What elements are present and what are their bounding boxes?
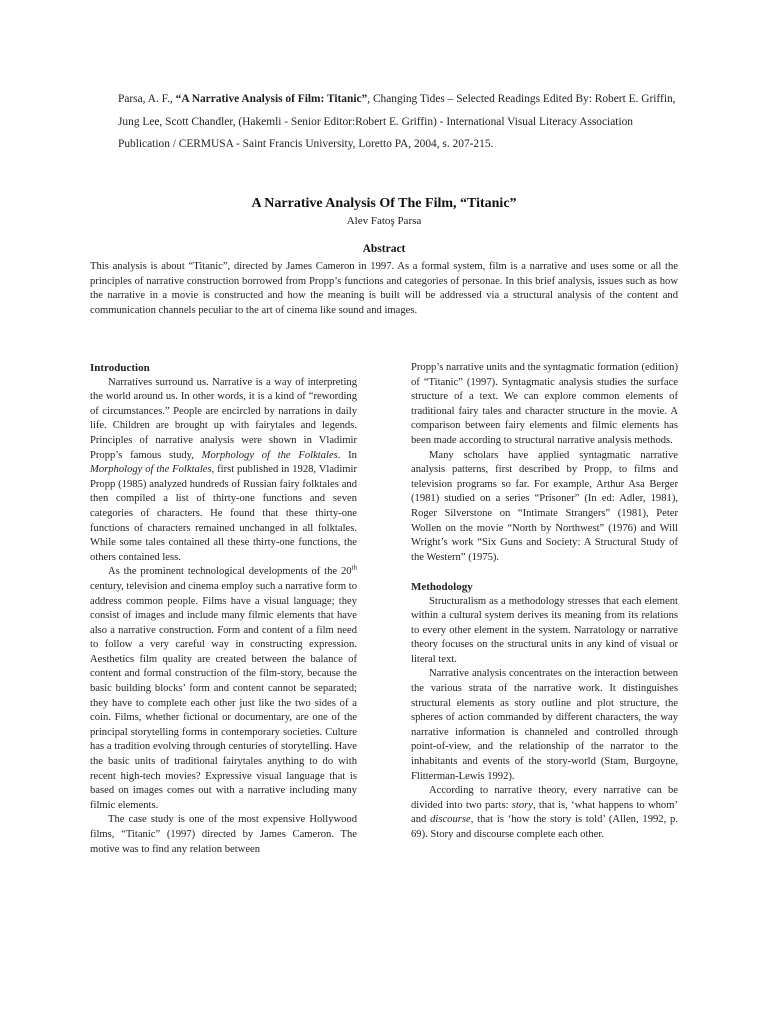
method-p3-text-c: , that is ‘how the story is told’ (Allen, 1992, p. 69). Story and discourse complete each other. bbox=[411, 814, 678, 840]
intro-p1-italic-2: Morphology of the Folktales bbox=[90, 464, 212, 476]
method-p3-italic-2: discourse bbox=[430, 814, 471, 826]
section-gap bbox=[411, 565, 678, 580]
intro-p1-text-c: , first published in 1928, Vladimir Propp (1985) analyzed hundreds of Russian fairy folktales and then compiled a list of thirty-one functions and seven categories of characters. He found that these thirty-one functions of characters remained unchanged in all folktales. While some tales contained all these thirty-one functions, the others contained less. bbox=[90, 464, 357, 563]
methodology-paragraph-3 bbox=[411, 784, 678, 842]
intro-p2-superscript: th bbox=[351, 563, 357, 572]
citation-prefix: Parsa, A. F., bbox=[118, 93, 176, 105]
right-column bbox=[411, 361, 678, 843]
method-p3-italic-1: story bbox=[511, 799, 533, 811]
intro-p2-text-b: century, television and cinema employ such a narrative form to address common people. Films have a visual language; they consist of images and include many filmic elements that have also a narrative construction. Form and content of a film need to follow a very careful way in constructing expression. Aesthetics film quality are created between the balance of content and formal construction of the film-story, because the basic building blocks’ form and content cannot be separated; they have to complete each other just like the two sides of a coin. Films, whether fictional or documentary, are one of the principal storytelling forms in contemporary societies. Culture has a tradition evolving through centuries of storytelling. Have the basic units of traditional fairytales anything to do with recent high-tech movies? Expressive visual language that is based on images comes out with a narrative including many filmic elements. bbox=[90, 580, 358, 811]
abstract-body: This analysis is about “Titanic”, directed by James Cameron in 1997. As a formal system, film is a narrative and uses some or all the principles of narrative construction borrowed from Propp’s functions and categories of personae. In this brief analysis, issues such as how the narrative in a movie is constructed and how the meaning is built will be addressed via a structural analysis of the content and communication channels peculiar to the art of cinema like sound and images. bbox=[90, 261, 678, 316]
introduction-paragraph-1 bbox=[90, 376, 357, 566]
abstract-heading: Abstract bbox=[362, 243, 406, 255]
introduction-paragraph-3: The case study is one of the most expensive Hollywood films, “Titanic” (1997) directed by James Cameron. The motive was to find any relation between bbox=[90, 814, 357, 855]
citation bbox=[118, 88, 678, 156]
right-paragraph-2: Many scholars have applied syntagmatic narrative analysis patterns, first described by Propp, to films and television programs so far. For example, Arthur Asa Berger (1981) studied on a series “Prisoner” (In ed: Adler, 1981), Roger Silverstone on “Intimate Strangers” (1981), Peter Wollen on the movie “North by Northwest” (1976) and Will Wright’s work “Six Guns and Society: A Structural Study of the Western” (1975). bbox=[411, 449, 678, 563]
methodology-paragraph-1: Structuralism as a methodology stresses that each element within a cultural system derives its meaning from its relations to every other element in the system. Narratology or narrative theory focuses on the structural units in any kind of visual or literal text. bbox=[411, 595, 678, 665]
intro-p2-text-a: As the prominent technological developments of the 20 bbox=[108, 566, 352, 578]
methodology-paragraph-2: Narrative analysis concentrates on the interaction between the various strata of the narrative work. It distinguishes structural elements as story outline and plot structure, the spheres of action commanded by different characters, the way narrative information is channeled and controlled through point-of-view, and the relationship of the narrator to the inhabitants and events of the story-world (Stam, Burgoyne, Flitterman-Lewis 1992). bbox=[411, 668, 678, 782]
citation-title: “A Narrative Analysis of Film: Titanic” bbox=[175, 93, 368, 105]
citation-rest: , Changing Tides – Selected Readings Edited By: Robert E. Griffin, Jung Lee, Scott Chandler, (Hakemli - Senior Editor:Robert E. Griffin) - International Visual Literacy Association Publication / CERMUSA - Saint Francis University, Loretto PA, 2004, s. 207-215. bbox=[118, 93, 676, 150]
intro-p1-text-b: . In bbox=[337, 449, 357, 461]
method-p3-text-b: , that is, ‘what happens to whom’ and bbox=[411, 799, 678, 826]
left-column bbox=[90, 361, 357, 857]
intro-p1-italic-1: Morphology of the Folktales bbox=[201, 449, 338, 461]
intro-p1-text-a: Narratives surround us. Narrative is a way of interpreting the world around us. In other words, it is a kind of “rewording of circumstances.” People are encircled by narrations in daily life. Children are brought up with fairytales and legends. Principles of narrative analysis were shown in Vladimir Propp’s famous study, bbox=[90, 376, 357, 461]
introduction-heading: Introduction bbox=[90, 362, 150, 374]
introduction-paragraph-2 bbox=[90, 565, 357, 813]
paper-author: Alev Fatoş Parsa bbox=[346, 215, 422, 227]
paper-title: A Narrative Analysis Of The Film, “Titanic” bbox=[251, 196, 517, 211]
method-p3-text-a: According to narrative theory, every narrative can be divided into two parts: bbox=[411, 785, 678, 811]
methodology-heading: Methodology bbox=[411, 580, 473, 593]
right-paragraph-1: Propp’s narrative units and the syntagmatic formation (edition) of “Titanic” (1997). Syntagmatic analysis studies the surface structure of a text. We can explore common elements of traditional fairy tales and character structure in the movie. A comparison between fairy elements and filmic elements has been made according to structural narrative analysis methods. bbox=[411, 362, 678, 446]
